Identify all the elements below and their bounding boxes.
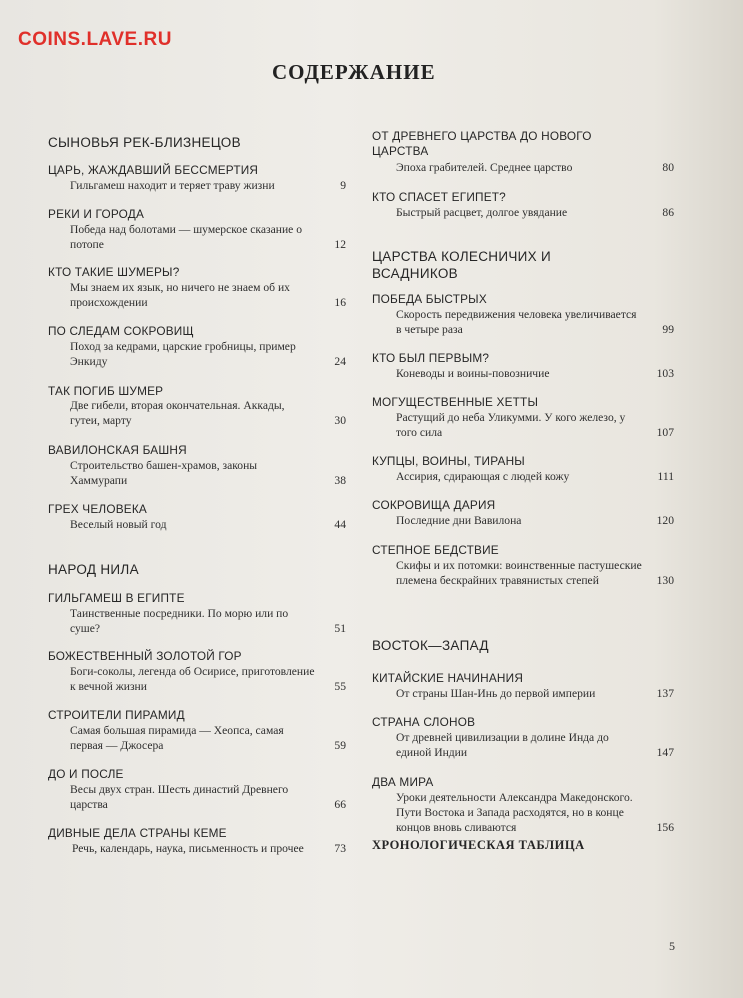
chronology-heading[interactable]: ХРОНОЛОГИЧЕСКАЯ ТАБЛИЦА: [372, 838, 585, 852]
entry-title: ОТ ДРЕВНЕГО ЦАРСТВА ДО НОВОГО ЦАРСТВА: [372, 129, 592, 158]
entry-page-number: 147: [656, 746, 674, 759]
toc-entry[interactable]: [48, 591, 346, 636]
entry-title: ДО И ПОСЛЕ: [48, 767, 124, 781]
entry-description: Растущий до неба Уликумми. У кого железо, у того сила: [396, 411, 626, 439]
toc-entry[interactable]: [48, 502, 346, 532]
entry-description: Скифы и их потомки: воинственные пастушеские племена бескрайних травянистых степей: [396, 559, 642, 587]
entry-description: Строительство башен-храмов, законы Хаммурапи: [70, 459, 258, 487]
toc-entry[interactable]: [372, 543, 674, 588]
toc-entry[interactable]: [48, 324, 346, 369]
entry-title: КИТАЙСКИЕ НАЧИНАНИЯ: [372, 671, 524, 685]
toc-entry[interactable]: [48, 826, 346, 856]
entry-title: БОЖЕСТВЕННЫЙ ЗОЛОТОЙ ГОР: [48, 649, 242, 663]
entry-description: Поход за кедрами, царские гробницы, пример Энкиду: [70, 340, 296, 368]
toc-entry[interactable]: [48, 443, 346, 488]
entry-page-number: 44: [334, 518, 346, 531]
entry-description: Скорость передвижения человека увеличивается в четыре раза: [396, 308, 637, 336]
toc-entry[interactable]: [48, 207, 346, 252]
entry-title: СТРОИТЕЛИ ПИРАМИД: [48, 708, 185, 722]
entry-page-number: 130: [656, 574, 674, 587]
entry-title: КТО БЫЛ ПЕРВЫМ?: [372, 351, 490, 365]
entry-page-number: 55: [334, 680, 346, 693]
entry-description: Гильгамеш находит и теряет траву жизни: [70, 179, 275, 192]
entry-title: СОКРОВИЩА ДАРИЯ: [372, 498, 496, 512]
entry-page-number: 51: [334, 622, 346, 635]
entry-description: Две гибели, вторая окончательная. Аккады, гутеи, марту: [70, 399, 285, 427]
entry-description: Веселый новый год: [70, 518, 167, 531]
site-watermark: COINS.LAVE.RU: [18, 29, 172, 50]
toc-entry[interactable]: [372, 351, 674, 381]
entry-page-number: 111: [657, 470, 674, 483]
entry-page-number: 59: [334, 739, 346, 752]
toc-entry[interactable]: [372, 498, 674, 528]
entry-title: КТО СПАСЕТ ЕГИПЕТ?: [372, 190, 506, 204]
entry-page-number: 120: [656, 514, 674, 527]
entry-description: Таинственные посредники. По морю или по суше?: [70, 607, 289, 635]
entry-page-number: 80: [662, 161, 674, 174]
entry-page-number: 24: [334, 355, 346, 368]
toc-entry[interactable]: [372, 129, 674, 175]
entry-title: ЦАРЬ, ЖАЖДАВШИЙ БЕССМЕРТИЯ: [48, 163, 259, 177]
toc-entry[interactable]: [372, 395, 674, 440]
entry-title: ГРЕХ ЧЕЛОВЕКА: [48, 502, 147, 516]
toc-entry[interactable]: [372, 775, 674, 835]
entry-page-number: 99: [662, 323, 674, 336]
entry-page-number: 156: [656, 821, 674, 834]
entry-page-number: 30: [334, 414, 346, 427]
entry-title: РЕКИ И ГОРОДА: [48, 207, 145, 221]
toc-entry[interactable]: [48, 767, 346, 812]
entry-page-number: 66: [334, 798, 346, 811]
entry-description: Уроки деятельности Александра Македонского. Пути Востока и Запада расходятся, но в конце концов вновь сливаются: [396, 791, 633, 834]
entry-page-number: 12: [334, 238, 346, 251]
part-heading: СЫНОВЬЯ РЕК-БЛИЗНЕЦОВ: [48, 135, 241, 150]
entry-title: СТЕПНОЕ БЕДСТВИЕ: [372, 543, 499, 557]
entry-title: ПОБЕДА БЫСТРЫХ: [372, 292, 487, 306]
entry-description: От древней цивилизации в долине Инда до единой Индии: [396, 731, 609, 759]
part-heading: ВОСТОК—ЗАПАД: [372, 638, 489, 653]
toc-entry[interactable]: [48, 163, 346, 193]
entry-page-number: 107: [656, 426, 674, 439]
entry-title: ТАК ПОГИБ ШУМЕР: [48, 384, 164, 398]
toc-entry[interactable]: [48, 384, 346, 428]
entry-title: МОГУЩЕСТВЕННЫЕ ХЕТТЫ: [372, 395, 539, 409]
entry-page-number: 16: [334, 296, 346, 309]
part-heading: ЦАРСТВА КОЛЕСНИЧИХ И ВСАДНИКОВ: [372, 249, 551, 281]
entry-description: Самая большая пирамида — Хеопса, самая первая — Джосера: [70, 724, 284, 752]
entry-description: Последние дни Вавилона: [396, 514, 522, 527]
toc-entry[interactable]: [372, 292, 674, 337]
entry-description: Ассирия, сдирающая с людей кожу: [396, 470, 570, 483]
entry-description: Мы знаем их язык, но ничего не знаем об их происхождении: [70, 281, 290, 309]
entry-description: Коневоды и воины-повозничие: [396, 367, 550, 380]
entry-page-number: 86: [662, 206, 674, 219]
toc-entry[interactable]: [48, 265, 346, 310]
entry-page-number: 9: [340, 179, 346, 192]
entry-description: Весы двух стран. Шесть династий Древнего царства: [70, 783, 289, 811]
toc-entry[interactable]: [372, 190, 674, 220]
entry-title: КУПЦЫ, ВОИНЫ, ТИРАНЫ: [372, 454, 525, 468]
toc-entry[interactable]: [48, 708, 346, 753]
entry-page-number: 103: [656, 367, 674, 380]
entry-page-number: 38: [334, 474, 346, 487]
entry-description: Победа над болотами — шумерское сказание о потопе: [70, 223, 303, 251]
entry-description: Эпоха грабителей. Среднее царство: [396, 161, 573, 174]
page-number: 5: [669, 939, 675, 953]
part-heading: НАРОД НИЛА: [48, 562, 139, 577]
entry-description: Боги-соколы, легенда об Осирисе, приготовление к вечной жизни: [70, 665, 315, 693]
entry-title: КТО ТАКИЕ ШУМЕРЫ?: [48, 265, 180, 279]
entry-description: Речь, календарь, наука, письменность и прочее: [72, 842, 304, 855]
entry-title: ВАВИЛОНСКАЯ БАШНЯ: [48, 443, 187, 457]
entry-title: ДВА МИРА: [372, 775, 434, 789]
entry-title: ДИВНЫЕ ДЕЛА СТРАНЫ КЕМЕ: [48, 826, 227, 840]
toc-entry[interactable]: [372, 454, 674, 484]
entry-description: Быстрый расцвет, долгое увядание: [396, 206, 568, 219]
toc-entry[interactable]: [372, 715, 674, 760]
entry-description: От страны Шан-Инь до первой империи: [396, 687, 596, 700]
entry-page-number: 73: [334, 842, 346, 855]
entry-title: ГИЛЬГАМЕШ В ЕГИПТЕ: [48, 591, 185, 605]
entry-title: СТРАНА СЛОНОВ: [372, 715, 476, 729]
entry-title: ПО СЛЕДАМ СОКРОВИЩ: [48, 324, 194, 338]
toc-entry[interactable]: [48, 649, 346, 694]
entry-page-number: 137: [656, 687, 674, 700]
page-title: СОДЕРЖАНИЕ: [272, 60, 436, 84]
toc-entry[interactable]: [372, 671, 674, 701]
